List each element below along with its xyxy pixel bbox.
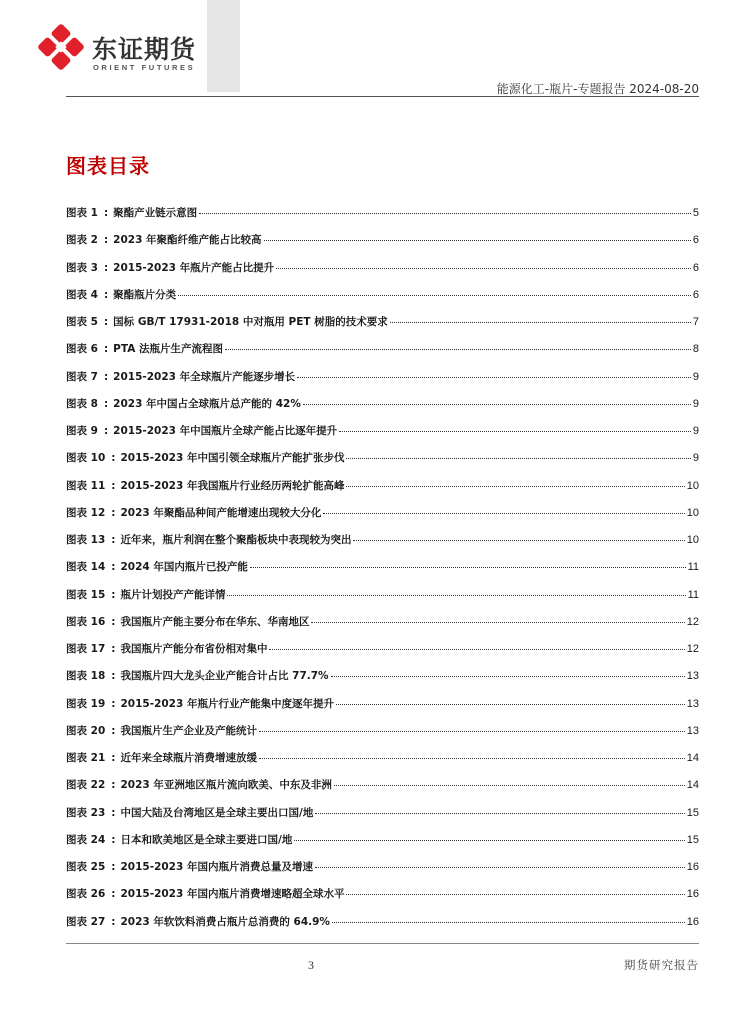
toc-entry-leader <box>346 486 684 487</box>
toc-entry-label: 图表 2 <box>66 234 98 247</box>
toc-entry-leader <box>303 404 691 405</box>
toc-entry-separator: : <box>103 425 109 437</box>
toc-entry-text: 我国瓶片产能分布省份相对集中 <box>120 643 268 655</box>
toc-entry-text: PTA 法瓶片生产流程图 <box>113 343 223 356</box>
toc-entry-text: 我国瓶片四大龙头企业产能合计占比 77.7% <box>120 670 329 683</box>
toc-entry-leader <box>334 785 685 786</box>
toc-entry-text: 2015-2023 年中国引领全球瓶片产能扩张步伐 <box>120 452 345 465</box>
toc-entry-page: 13 <box>686 670 699 683</box>
toc-entry-text: 2015-2023 年我国瓶片行业经历两轮扩能高峰 <box>120 479 345 492</box>
toc-entry-label: 图表 4 <box>66 288 98 301</box>
toc-entry-leader <box>323 513 684 514</box>
toc-entry[interactable] <box>66 423 699 450</box>
toc-entry-leader <box>315 813 684 814</box>
toc-entry-page: 5 <box>692 207 699 219</box>
toc-entry[interactable] <box>66 450 699 477</box>
toc-entry-page: 10 <box>686 506 699 519</box>
toc-entry-label: 图表 14 <box>66 561 106 574</box>
toc-entry-page: 15 <box>686 833 699 846</box>
toc-entry-leader <box>259 758 685 759</box>
toc-entry-page: 16 <box>686 915 699 928</box>
toc-entry-separator: : <box>111 615 116 628</box>
toc-entry-page: 14 <box>686 779 699 792</box>
toc-entry-page: 16 <box>686 861 699 873</box>
toc-entry-separator: : <box>111 588 116 601</box>
toc-entry-leader <box>264 240 691 241</box>
toc-entry-text: 2024 年国内瓶片已投产能 <box>120 561 248 574</box>
toc-entry[interactable] <box>66 668 699 695</box>
toc-entry-label: 图表 27 <box>66 915 106 928</box>
toc-entry-separator: : <box>111 888 116 901</box>
toc-entry-page: 10 <box>686 479 699 492</box>
toc-entry-text: 2015-2023 年全球瓶片产能逐步增长 <box>113 370 296 383</box>
toc-entry-leader <box>297 377 691 378</box>
toc-entry[interactable] <box>66 205 699 232</box>
toc-entry[interactable] <box>66 232 699 259</box>
toc-entry[interactable] <box>66 532 699 559</box>
toc-entry-label: 图表 23 <box>66 806 106 819</box>
toc-entry-label: 图表 22 <box>66 779 106 792</box>
toc-entry-label: 图表 10 <box>66 452 106 465</box>
toc-entry-text: 日本和欧美地区是全球主要进口国/地 <box>120 833 293 846</box>
toc-entry-text: 2023 年亚洲地区瓶片流向欧美、中东及非洲 <box>120 779 332 792</box>
toc-entry-page: 7 <box>692 316 699 328</box>
toc-entry-text: 2023 年聚酯纤维产能占比较高 <box>113 234 262 247</box>
toc-entry-label: 图表 1 <box>66 207 98 219</box>
toc-entry-text: 近年来，瓶片利润在整个聚酯板块中表现较为突出 <box>120 534 352 546</box>
toc-entry[interactable] <box>66 314 699 341</box>
toc-entry-label: 图表 19 <box>66 697 106 710</box>
toc-entry-page: 11 <box>687 561 699 574</box>
toc-entry-text: 2023 年软饮料消费占瓶片总消费的 64.9% <box>120 915 330 928</box>
toc-entry-separator: : <box>103 261 109 274</box>
toc-entry-leader <box>276 268 691 269</box>
toc-entry-text: 我国瓶片生产企业及产能统计 <box>120 724 257 737</box>
toc-entry-page: 14 <box>686 752 699 764</box>
toc-entry-separator: : <box>103 343 109 356</box>
toc-entry[interactable] <box>66 859 699 886</box>
toc-entry-label: 图表 18 <box>66 670 106 683</box>
toc-entry-separator: : <box>111 724 116 737</box>
toc-entry-separator: : <box>103 316 109 328</box>
brand-logo <box>38 24 238 80</box>
toc-entry-label: 图表 9 <box>66 425 98 437</box>
toc-entry-leader <box>311 622 684 623</box>
toc-entry-page: 12 <box>686 643 699 655</box>
toc-entry-label: 图表 13 <box>66 534 106 546</box>
toc-entry-page: 9 <box>692 452 699 465</box>
toc-entry-separator: : <box>111 697 116 710</box>
toc-entry-page: 9 <box>692 425 699 437</box>
toc-entry-label: 图表 11 <box>66 479 106 492</box>
toc-entry-separator: : <box>103 234 109 247</box>
header-divider <box>66 96 699 97</box>
toc-entry-label: 图表 26 <box>66 888 106 901</box>
toc-entry-page: 12 <box>686 615 699 628</box>
toc-entry-text: 聚酯瓶片分类 <box>113 288 177 301</box>
toc-entry-text: 2015-2023 年瓶片行业产能集中度逐年提升 <box>120 697 334 710</box>
toc-entry[interactable] <box>66 587 699 614</box>
toc-entry-leader <box>294 840 684 841</box>
toc-entry-separator: : <box>103 207 109 219</box>
toc-entry[interactable] <box>66 260 699 287</box>
toc-entry[interactable] <box>66 832 699 859</box>
toc-entry-separator: : <box>103 397 109 410</box>
toc-entry[interactable] <box>66 341 699 368</box>
toc-entry-leader <box>346 458 690 459</box>
toc-entry-leader <box>259 731 685 732</box>
toc-entry-label: 图表 15 <box>66 588 106 601</box>
toc-entry-leader <box>339 431 691 432</box>
toc-entry-separator: : <box>111 670 116 683</box>
toc-entry[interactable] <box>66 369 699 396</box>
toc-entry-leader <box>225 349 691 350</box>
toc-entry-leader <box>269 649 684 650</box>
toc-entry-page: 9 <box>692 397 699 410</box>
toc-entry-leader <box>199 213 691 214</box>
toc-entry-separator: : <box>111 752 116 764</box>
toc-entry[interactable] <box>66 641 699 668</box>
toc-entry-text: 近年来全球瓶片消费增速放缓 <box>120 752 257 764</box>
toc-entry-leader <box>332 922 685 923</box>
toc-entry-text: 2015-2023 年国内瓶片消费总量及增速 <box>120 861 313 873</box>
toc-entry-leader <box>178 295 691 296</box>
toc-entry-text: 聚酯产业链示意图 <box>113 207 198 219</box>
toc-entry-text: 2015-2023 年国内瓶片消费增速略超全球水平 <box>120 888 345 901</box>
toc-entry[interactable] <box>66 614 699 641</box>
toc-entry-separator: : <box>111 806 116 819</box>
footer-divider <box>66 943 699 944</box>
toc-entry-page: 6 <box>692 261 699 274</box>
toc-entry-label: 图表 5 <box>66 316 98 328</box>
toc-entry-leader <box>336 704 685 705</box>
toc-entry-text: 2023 年中国占全球瓶片总产能的 42% <box>113 397 301 410</box>
toc-entry[interactable] <box>66 805 699 832</box>
toc-entry-separator: : <box>111 561 116 574</box>
toc-entry-label: 图表 8 <box>66 397 98 410</box>
toc-entry-separator: : <box>111 833 116 846</box>
toc-entry-label: 图表 16 <box>66 615 106 628</box>
toc-entry-label: 图表 3 <box>66 261 98 274</box>
toc-entry-leader <box>315 867 685 868</box>
toc-entry-page: 13 <box>686 697 699 710</box>
toc-entry-leader <box>353 540 684 541</box>
toc-entry-text: 中国大陆及台湾地区是全球主要出口国/地 <box>120 806 314 819</box>
toc-entry-label: 图表 12 <box>66 506 106 519</box>
toc-entry-separator: : <box>111 479 116 492</box>
toc-entry-separator: : <box>111 915 116 928</box>
toc-entry-page: 9 <box>692 370 699 383</box>
toc-entry-leader <box>227 595 685 596</box>
toc-entry-text: 2023 年聚酯品种间产能增速出现较大分化 <box>120 506 322 519</box>
toc-entry[interactable] <box>66 914 699 941</box>
toc-entry[interactable] <box>66 750 699 777</box>
toc-entry-leader <box>331 676 685 677</box>
toc-entry[interactable] <box>66 478 699 505</box>
toc-entry-separator: : <box>111 506 116 519</box>
brand-name-en: ORIENT FUTURES <box>93 63 196 72</box>
toc-entry-label: 图表 7 <box>66 370 98 383</box>
toc-entry-separator: : <box>111 643 116 655</box>
orient-futures-logo-icon <box>38 24 84 70</box>
toc-list <box>66 205 699 941</box>
toc-entry[interactable] <box>66 505 699 532</box>
toc-entry[interactable] <box>66 886 699 913</box>
toc-entry-separator: : <box>111 452 116 465</box>
toc-entry-text: 我国瓶片产能主要分布在华东、华南地区 <box>120 615 310 628</box>
toc-entry-separator: : <box>103 370 109 383</box>
toc-entry-label: 图表 21 <box>66 752 106 764</box>
toc-entry-separator: : <box>111 534 116 546</box>
page-number: 3 <box>308 958 314 972</box>
toc-entry-label: 图表 24 <box>66 833 106 846</box>
toc-entry-page: 15 <box>686 806 699 819</box>
toc-entry[interactable] <box>66 777 699 804</box>
footer-label: 期货研究报告 <box>624 958 699 972</box>
toc-entry-label: 图表 25 <box>66 861 106 873</box>
toc-entry-separator: : <box>111 779 116 792</box>
toc-entry-text: 国标 GB/T 17931-2018 中对瓶用 PET 树脂的技术要求 <box>113 316 388 328</box>
toc-entry-page: 16 <box>686 888 699 901</box>
toc-entry[interactable] <box>66 723 699 750</box>
toc-entry-page: 6 <box>692 288 699 301</box>
report-header-info: 能源化工-瓶片-专题报告 2024-08-20 <box>496 82 699 96</box>
toc-entry-label: 图表 20 <box>66 724 106 737</box>
toc-entry-page: 10 <box>686 534 699 546</box>
toc-entry-leader <box>250 567 686 568</box>
toc-entry-page: 13 <box>686 724 699 737</box>
toc-entry-text: 2015-2023 年中国瓶片全球产能占比逐年提升 <box>113 425 338 437</box>
toc-entry-page: 8 <box>692 343 699 356</box>
toc-entry[interactable] <box>66 696 699 723</box>
toc-entry-page: 11 <box>687 588 699 601</box>
toc-entry[interactable] <box>66 396 699 423</box>
toc-entry-label: 图表 17 <box>66 643 106 655</box>
toc-entry-text: 2015-2023 年瓶片产能占比提升 <box>113 261 275 274</box>
toc-entry[interactable] <box>66 287 699 314</box>
toc-entry[interactable] <box>66 559 699 586</box>
toc-entry-separator: : <box>111 861 116 873</box>
toc-entry-separator: : <box>103 288 109 301</box>
toc-entry-page: 6 <box>692 234 699 247</box>
toc-entry-leader <box>346 894 684 895</box>
toc-title: 图表目录 <box>66 154 150 178</box>
toc-entry-leader <box>390 322 691 323</box>
brand-name-cn: 东证期货 <box>92 35 197 64</box>
toc-entry-label: 图表 6 <box>66 343 98 356</box>
toc-entry-text: 瓶片计划投产产能详情 <box>120 588 226 601</box>
